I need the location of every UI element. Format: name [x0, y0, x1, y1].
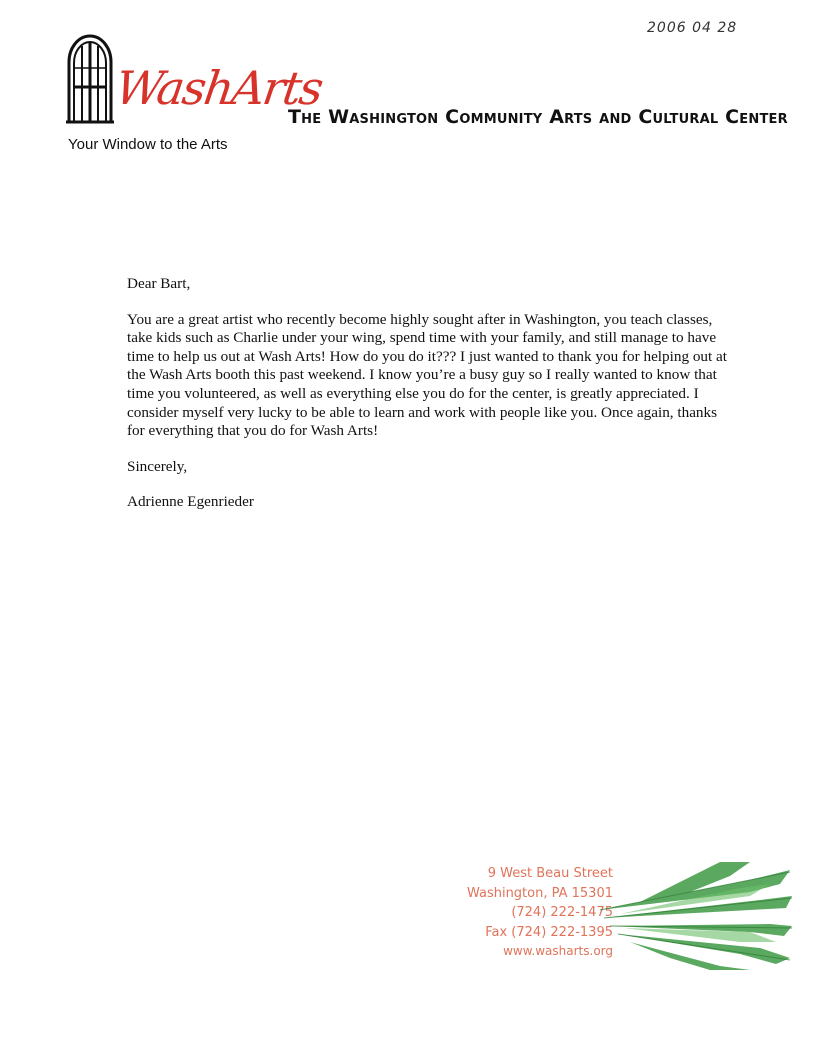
phone-number: (724) 222-1475	[511, 905, 613, 920]
signature: Adrienne Egenrieder	[127, 493, 254, 511]
letter-paragraph: You are a great artist who recently become highly sought after in Washington, you teach classes, take kids such as Charlie under your wing, spend time with your family, and still manage to have time to help us out at Wash Arts! How do you do it??? I just wanted to thank you for helping out at the Wash Arts booth this past weekend. I know you’re a busy guy so I really wanted to know that time you volunteered, as well as everything else you do for the center, is greatly appreciated. I consider myself very lucky to be able to learn and work with people like you. Once again, thanks for everything that you do for Wash Arts!	[127, 310, 727, 440]
washarts-logo-wordmark: WashArts	[112, 61, 326, 115]
closing: Sincerely,	[127, 457, 188, 475]
website: www.washarts.org	[503, 944, 613, 958]
organization-name: The Washington Community Arts and Cultural Center	[288, 106, 788, 128]
tagline: Your Window to the Arts	[68, 136, 228, 153]
street-address: 9 West Beau Street	[487, 866, 613, 881]
fax-number: Fax (724) 222-1395	[485, 924, 613, 940]
handwritten-date: 2006 04 28	[647, 20, 738, 36]
address-block	[430, 864, 613, 962]
letter-body	[127, 275, 727, 529]
salutation: Dear Bart,	[127, 275, 191, 292]
city-state-zip: Washington, PA 15301	[466, 885, 613, 901]
window-logo-icon	[66, 32, 114, 124]
palm-leaf-decoration-icon	[600, 862, 792, 970]
